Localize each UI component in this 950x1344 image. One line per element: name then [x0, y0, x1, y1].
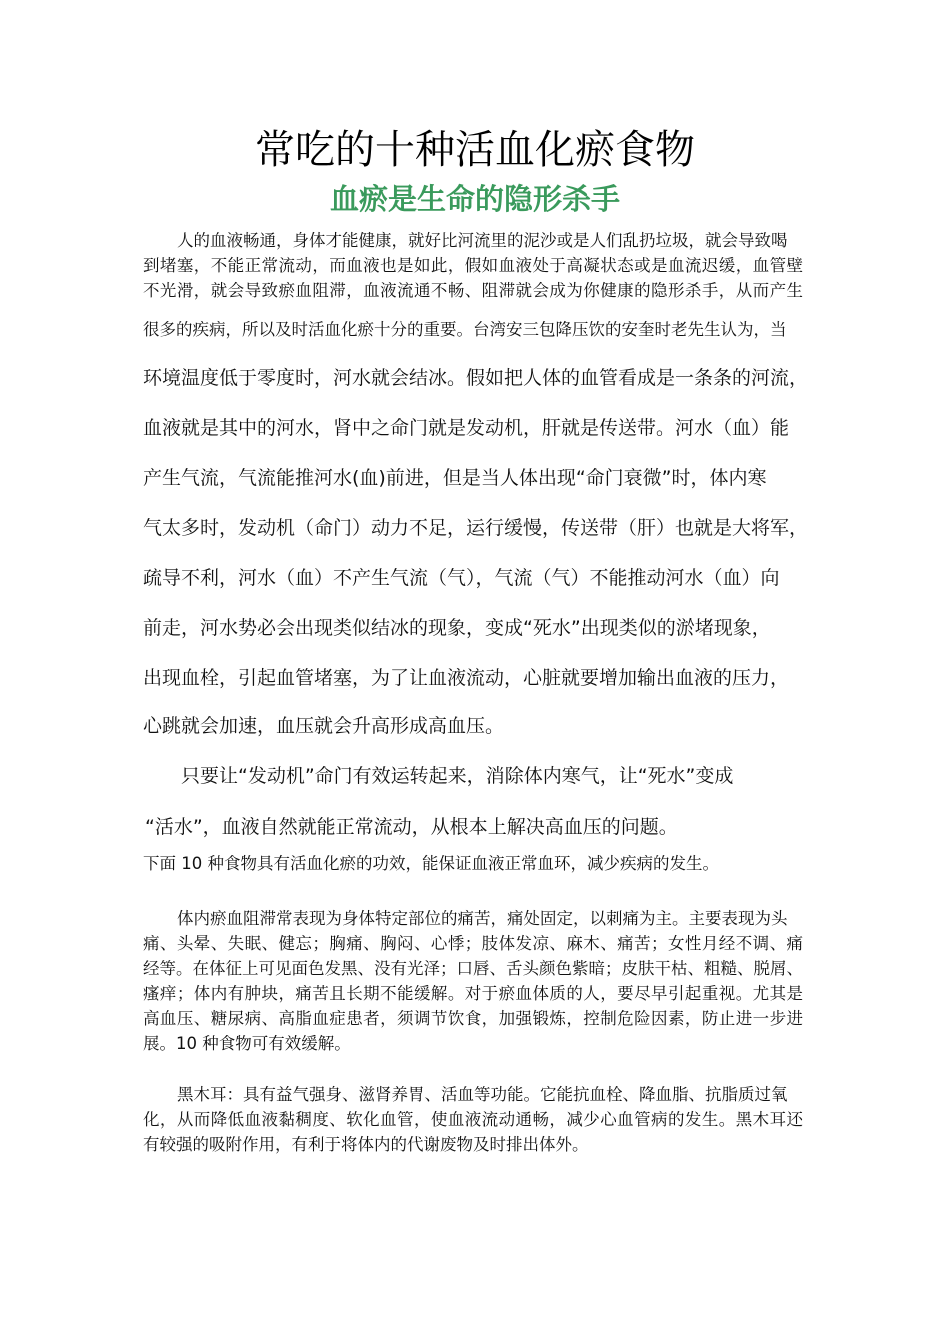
analogy-line-1: 环境温度低于零度时，河水就会结冰。假如把人体的血管看成是一条条的河流，	[143, 367, 809, 389]
foods-intro: 下面 10 种食物具有活血化瘀的功效，能保证血液正常血环，减少疾病的发生。	[143, 854, 719, 873]
symptoms-line-2: 痛、头晕、失眠、健忘；胸痛、胸闷、心悸；肢体发凉、麻木、痛苦；女性月经不调、痛	[143, 934, 803, 953]
black-fungus-line-2: 化，从而降低血液黏稠度、软化血管，使血液流动通畅，减少心血管病的发生。黑木耳还	[143, 1110, 803, 1129]
black-fungus-line-1: 黑木耳：具有益气强身、滋肾养胃、活血等功能。它能抗血栓、降血脂、抗脂质过氧	[177, 1085, 788, 1104]
symptoms-line-4: 瘙痒；体内有肿块，痛苦且长期不能缓解。对于瘀血体质的人，要尽早引起重视。尤其是	[143, 984, 803, 1003]
analogy-line-6: 前走，河水势必会出现类似结冰的现象，变成“死水”出现类似的淤堵现象，	[143, 617, 771, 639]
analogy-line-3: 产生气流，气流能推河水(血)前进，但是当人体出现“命门衰微”时，体内寒	[143, 467, 767, 489]
analogy-line-8: 心跳就会加速，血压就会升高形成高血压。	[143, 715, 505, 737]
solution-line-2: “活水”，血液自然就能正常流动，从根本上解决高血压的问题。	[145, 816, 678, 838]
symptoms-line-1: 体内瘀血阻滞常表现为身体特定部位的痛苦，痛处固定，以刺痛为主。主要表现为头	[177, 909, 788, 928]
intro-line-2: 到堵塞，不能正常流动，而血液也是如此，假如血液处于高凝状态或是血流迟缓，血管壁	[143, 256, 803, 275]
analogy-line-4: 气太多时，发动机（命门）动力不足，运行缓慢，传送带（肝）也就是大将军，	[143, 517, 809, 539]
solution-line-1: 只要让“发动机”命门有效运转起来，消除体内寒气，让“死水”变成	[181, 765, 734, 787]
black-fungus-line-3: 有较强的吸附作用，有利于将体内的代谢废物及时排出体外。	[143, 1135, 589, 1154]
page-subtitle: 血瘀是生命的隐形杀手	[329, 182, 620, 216]
intro-line-1: 人的血液畅通，身体才能健康，就好比河流里的泥沙或是人们乱扔垃圾，就会导致喝	[177, 231, 788, 250]
analogy-line-7: 出现血栓，引起血管堵塞，为了让血液流动，心脏就要增加输出血液的压力，	[143, 667, 790, 689]
page-title: 常吃的十种活血化瘀食物	[255, 127, 695, 173]
symptoms-line-3: 经等。在体征上可见面色发黑、没有光泽；口唇、舌头颜色紫暗；皮肤干枯、粗糙、脱屑、	[143, 959, 803, 978]
intro-line-4: 很多的疾病，所以及时活血化瘀十分的重要。台湾安三包降压饮的安奎时老先生认为，当	[143, 320, 787, 339]
analogy-line-5: 疏导不利，河水（血）不产生气流（气），气流（气）不能推动河水（血）向	[143, 567, 780, 589]
intro-line-3: 不光滑，就会导致瘀血阻滞，血液流通不畅、阻滞就会成为你健康的隐形杀手，从而产生	[143, 281, 803, 300]
symptoms-line-5: 高血压、糖尿病、高脂血症患者，须调节饮食，加强锻炼，控制危险因素，防止进一步进	[143, 1009, 803, 1028]
analogy-line-2: 血液就是其中的河水，肾中之命门就是发动机，肝就是传送带。河水（血）能	[143, 417, 790, 439]
symptoms-line-6: 展。10 种食物可有效缓解。	[143, 1034, 351, 1053]
